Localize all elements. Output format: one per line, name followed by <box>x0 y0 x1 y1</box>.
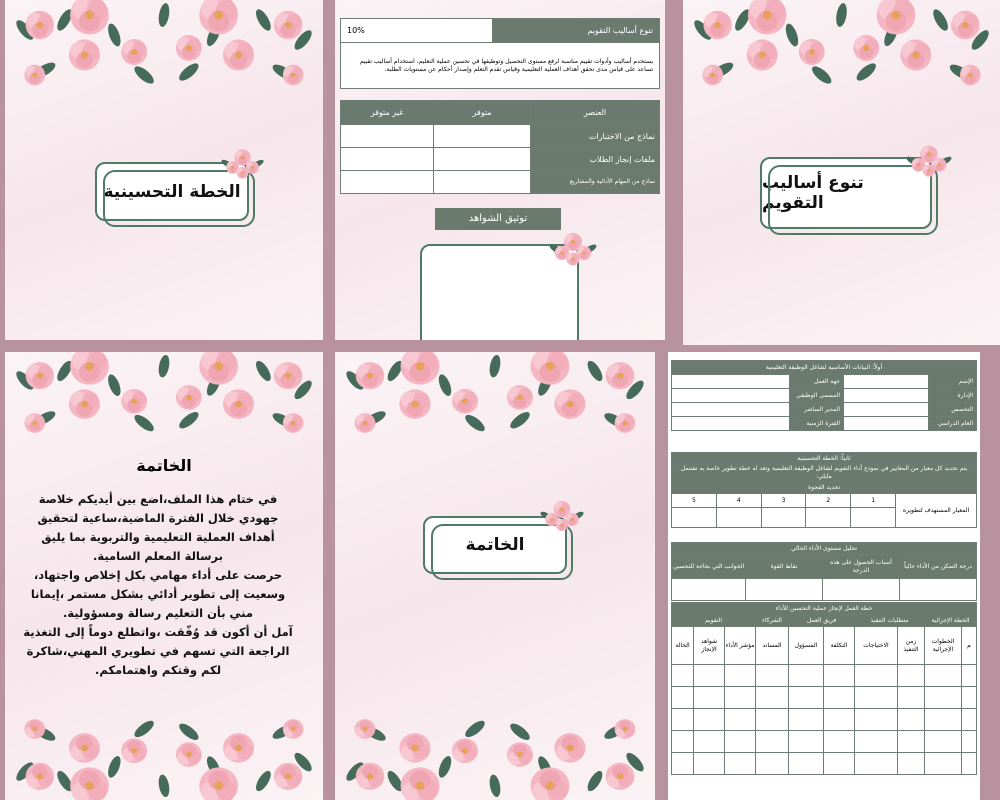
cell[interactable] <box>341 125 434 148</box>
flower-cluster-icon <box>548 225 598 269</box>
cell[interactable] <box>851 508 896 528</box>
flower-decoration-icon <box>335 352 655 442</box>
gap-label: المعيار المستهدف لتطويره <box>896 494 977 528</box>
analysis-col: أسباب الحصول على هذه الدرجة <box>823 555 900 579</box>
cell[interactable] <box>806 508 851 528</box>
analysis-col: نقاط القوة <box>746 555 823 579</box>
plan-col: الحالة <box>672 627 694 665</box>
panel-conclusion-text <box>5 352 323 800</box>
analysis-col: الجوانب التي بحاجة للتحسين <box>672 555 746 579</box>
cell[interactable] <box>341 171 434 194</box>
conclusion-paragraph: آمل أن أكون قد وُفّقت ،واتطلع دوماً إلى التغذية الراجعة التي تسهم في تطويري المهني،شاكرة لكم وقتكم واهتمامكم. <box>23 625 293 677</box>
info-label: جهة العمل <box>790 375 844 389</box>
evidence-availability-table <box>340 100 660 194</box>
gap-number: 5 <box>672 494 717 508</box>
info-label: العام الدراسي <box>929 417 977 431</box>
flower-cluster-icon <box>905 138 953 180</box>
conclusion-heading: الخاتمة <box>136 456 192 475</box>
criterion-table <box>340 18 660 89</box>
flower-decoration-icon <box>5 352 323 442</box>
info-label: المدير المباشر <box>790 403 844 417</box>
plan-col: الخطوات الإجرائية <box>925 627 962 665</box>
info-label: الفترة الزمنية <box>790 417 844 431</box>
cell[interactable] <box>672 579 746 601</box>
basic-info-table <box>671 360 977 431</box>
conclusion-paragraph: حرصت على أداء مهامي بكل إخلاص واجتهاد، وسعيت إلى تطوير أدائي بشكل مستمر ،إيمانا مني بأن التعليم رسالة ومسؤولية. <box>30 568 286 620</box>
panel-conclusion-cover <box>335 352 655 800</box>
gap-header: تحديد الفجوة <box>672 482 977 494</box>
table-row <box>672 731 977 753</box>
table-row <box>672 665 977 687</box>
plan-col: المساند <box>756 627 789 665</box>
cell[interactable] <box>672 403 790 417</box>
plan-group: فريق العمل <box>789 615 855 627</box>
panel-evaluation-table <box>335 0 665 340</box>
col-available: متوفر <box>434 101 531 125</box>
panel-improvement-plan-cover <box>5 0 323 340</box>
criterion-percent: 10% <box>341 19 493 43</box>
plan-col: زمن التنفيذ <box>898 627 925 665</box>
plan-group: متطلبات التنفيذ <box>855 615 925 627</box>
col-unavailable: غير متوفر <box>341 101 434 125</box>
conclusion-paragraph: في ختام هذا الملف،اضع بين أيديكم خلاصة جهودي خلال الفترة الماضية،ساعية لتحقيق أهداف العملية التعليمية والتربوية بما يليق برسالة المعلم السامية. <box>37 492 279 563</box>
info-label: الإسم <box>929 375 977 389</box>
cell[interactable] <box>844 375 929 389</box>
cell[interactable] <box>434 171 531 194</box>
cell[interactable] <box>844 389 929 403</box>
criterion-label: تنوع أساليب التقويم <box>493 19 660 43</box>
info-label: الإدارة <box>929 389 977 403</box>
cell[interactable] <box>672 417 790 431</box>
plan-col: شواهد الإنجاز <box>694 627 725 665</box>
assessment-title: تنوع أساليب التقويم <box>762 173 864 213</box>
table-row <box>672 753 977 775</box>
plan-group: الخطة الإجرائية <box>925 615 977 627</box>
evidence-label: توثيق الشواهد <box>435 208 561 230</box>
flower-decoration-icon <box>683 0 1000 95</box>
cell[interactable] <box>434 148 531 171</box>
section4-header: خطة العمل لإنجاز عملية التحسين للأداء <box>672 603 977 615</box>
section2-intro: يتم تحديد كل معيار من المعايير في نموذج أداء التقويم لشاغل الوظيفة التعليمية وتعد له خطة تطوير خاصة به تشتمل مايلي: <box>672 465 977 482</box>
gap-number: 4 <box>716 494 761 508</box>
row-tasks: نماذج من المهام الأدائية والمشاريع <box>531 171 660 194</box>
cell[interactable] <box>672 389 790 403</box>
criterion-description: يستخدم أساليب وأدوات تقييم مناسبة لرفع مستوى التحصيل وتوظيفها في تحسين عملية التعليم، استخدام أساليب تقييم تساعد على قياس مدى تحقق أهداف العملية التعليمية وقياس تقدم التعلم وإصدار أحكام عن مستويات الطلبة. <box>341 43 660 89</box>
performance-analysis-table <box>671 542 977 601</box>
action-plan-table <box>671 602 977 775</box>
info-label: التخصص <box>929 403 977 417</box>
plan-col: م <box>962 627 977 665</box>
info-label: المسمى الوظيفي <box>790 389 844 403</box>
flower-cluster-icon <box>220 142 265 182</box>
table-row <box>672 709 977 731</box>
flower-cluster-icon <box>539 494 585 534</box>
cover-title: الخطة التحسينية <box>103 181 241 202</box>
table-row <box>672 687 977 709</box>
cell[interactable] <box>844 403 929 417</box>
improvement-plan-table <box>671 452 977 528</box>
section2-header: ثانياً: الخطة التحسينية <box>672 453 977 465</box>
analysis-col: درجة التمكن من الأداء حالياً <box>900 555 977 579</box>
row-tests: نماذج من الاختبارات <box>531 125 660 148</box>
cell[interactable] <box>823 579 900 601</box>
gap-number: 3 <box>761 494 806 508</box>
gap-number: 1 <box>851 494 896 508</box>
cell[interactable] <box>672 508 717 528</box>
panel-assessment-cover <box>683 0 1000 345</box>
flower-decoration-icon <box>5 710 323 800</box>
cell[interactable] <box>746 579 823 601</box>
section1-header: أولاً: البيانات الأساسية لشاغل الوظيفة التعليمية <box>672 361 977 375</box>
plan-col: الاحتياجات <box>855 627 898 665</box>
plan-col: المسؤول <box>789 627 824 665</box>
cell[interactable] <box>672 375 790 389</box>
cell[interactable] <box>716 508 761 528</box>
plan-col: مؤشر الأداء <box>725 627 756 665</box>
cell[interactable] <box>434 125 531 148</box>
conclusion-body <box>23 490 293 680</box>
conclusion-title: الخاتمة <box>465 535 525 555</box>
panel-plan-forms <box>668 352 980 800</box>
flower-decoration-icon <box>5 0 323 95</box>
plan-group: التقويم <box>672 615 756 627</box>
cell[interactable] <box>844 417 929 431</box>
plan-col: التكلفة <box>824 627 855 665</box>
row-portfolios: ملفات إنجاز الطلاب <box>531 148 660 171</box>
section3-header: تحليل مستوى الأداء الحالي <box>672 543 977 555</box>
cell[interactable] <box>761 508 806 528</box>
cell[interactable] <box>341 148 434 171</box>
cell[interactable] <box>900 579 977 601</box>
flower-decoration-icon <box>335 710 655 800</box>
plan-group: الشركاء <box>756 615 789 627</box>
gap-number: 2 <box>806 494 851 508</box>
col-element: العنصر <box>531 101 660 125</box>
